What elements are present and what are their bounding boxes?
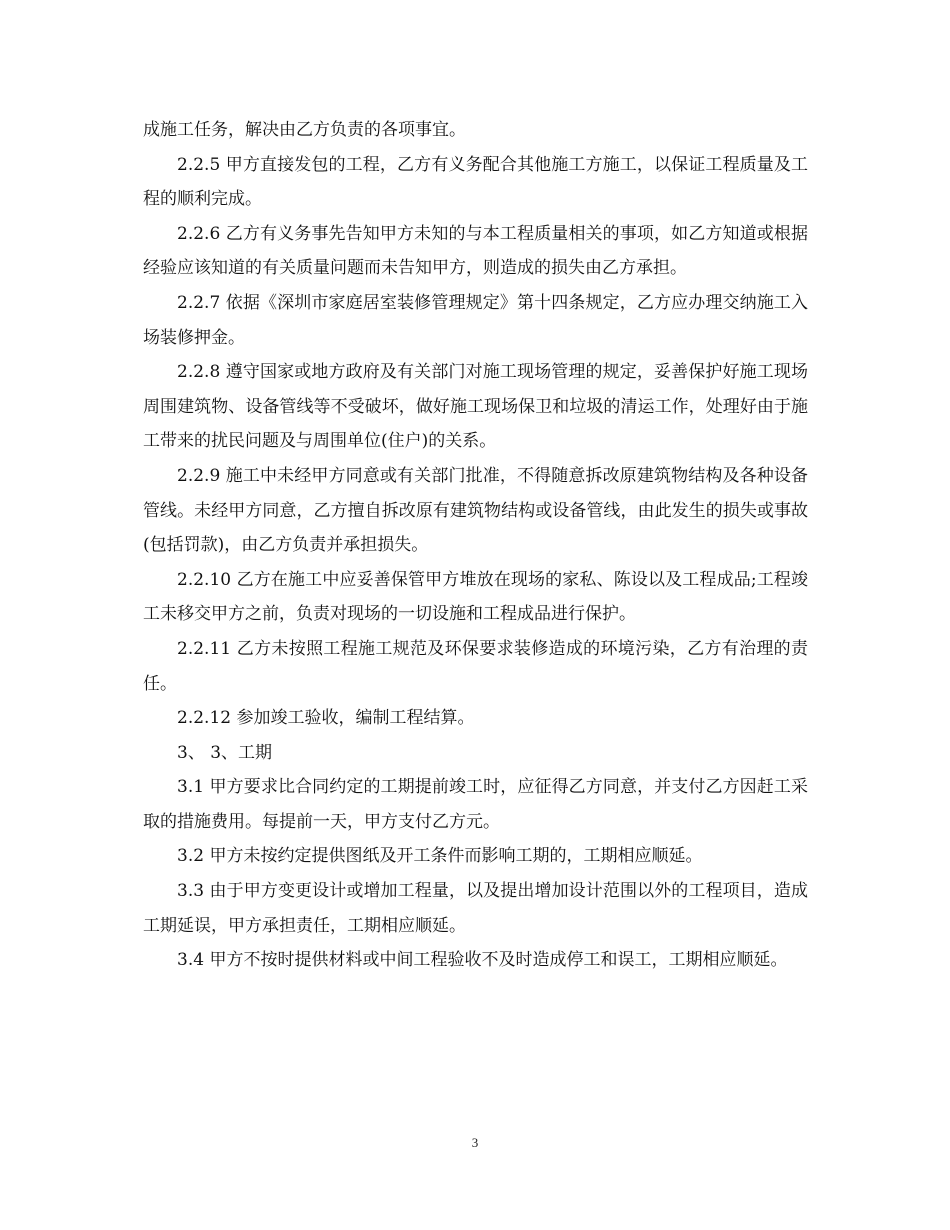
clause-2-2-5: 2.2.5 甲方直接发包的工程，乙方有义务配合其他施工方施工，以保证工程质量及工程的顺利完成。 xyxy=(143,154,808,210)
clause-2-2-11: 2.2.11 乙方未按照工程施工规范及环保要求装修造成的环境污染，乙方有治理的责任。 xyxy=(143,638,808,694)
clause-2-2-12: 2.2.12 参加竣工验收，编制工程结算。 xyxy=(177,708,475,729)
clause-3-4: 3.4 甲方不按时提供材料或中间工程验收不及时造成停工和误工，工期相应顺延。 xyxy=(177,950,788,971)
clause-3-3: 3.3 由于甲方变更设计或增加工程量，以及提出增加设计范围以外的工程项目，造成工期延误，甲方承担责任，工期相应顺延。 xyxy=(143,881,808,936)
clause-2-2-7: 2.2.7 依据《深圳市家庭居室装修管理规定》第十四条规定，乙方应办理交纳施工入场装修押金。 xyxy=(143,292,808,348)
clause-2-2-8: 2.2.8 遵守国家或地方政府及有关部门对施工现场管理的规定，妥善保护好施工现场周围建筑物、设备管线等不受破坏，做好施工现场保卫和垃圾的清运工作，处理好由于施工带来的扰民问题及与周围单位(住户)的关系。 xyxy=(143,362,808,452)
clause-2-2-6: 2.2.6 乙方有义务事先告知甲方未知的与本工程质量相关的事项，如乙方知道或根据经验应该知道的有关质量问题而未告知甲方，则造成的损失由乙方承担。 xyxy=(143,223,808,279)
clause-2-2-9: 2.2.9 施工中未经甲方同意或有关部门批准，不得随意拆改原建筑物结构及各种设备管线。未经甲方同意，乙方擅自拆改原有建筑物结构或设备管线，由此发生的损失或事故(包括罚款)，由乙方负责并承担损失。 xyxy=(143,465,808,556)
document-body xyxy=(143,113,808,978)
clause-2-2-10: 2.2.10 乙方在施工中应妥善保管甲方堆放在现场的家私、陈设以及工程成品;工程竣工未移交甲方之前，负责对现场的一切设施和工程成品进行保护。 xyxy=(143,569,808,625)
paragraph-continuation: 成施工任务，解决由乙方负责的各项事宜。 xyxy=(143,120,466,140)
section-heading-schedule: 3、 3、工期 xyxy=(177,742,273,763)
clause-3-1: 3.1 甲方要求比合同约定的工期提前竣工时，应征得乙方同意，并支付乙方因赶工采取的措施费用。每提前一天，甲方支付乙方元。 xyxy=(143,777,808,832)
page-number: 3 xyxy=(471,1135,479,1150)
clause-3-2: 3.2 甲方未按约定提供图纸及开工条件而影响工期的，工期相应顺延。 xyxy=(177,846,703,867)
